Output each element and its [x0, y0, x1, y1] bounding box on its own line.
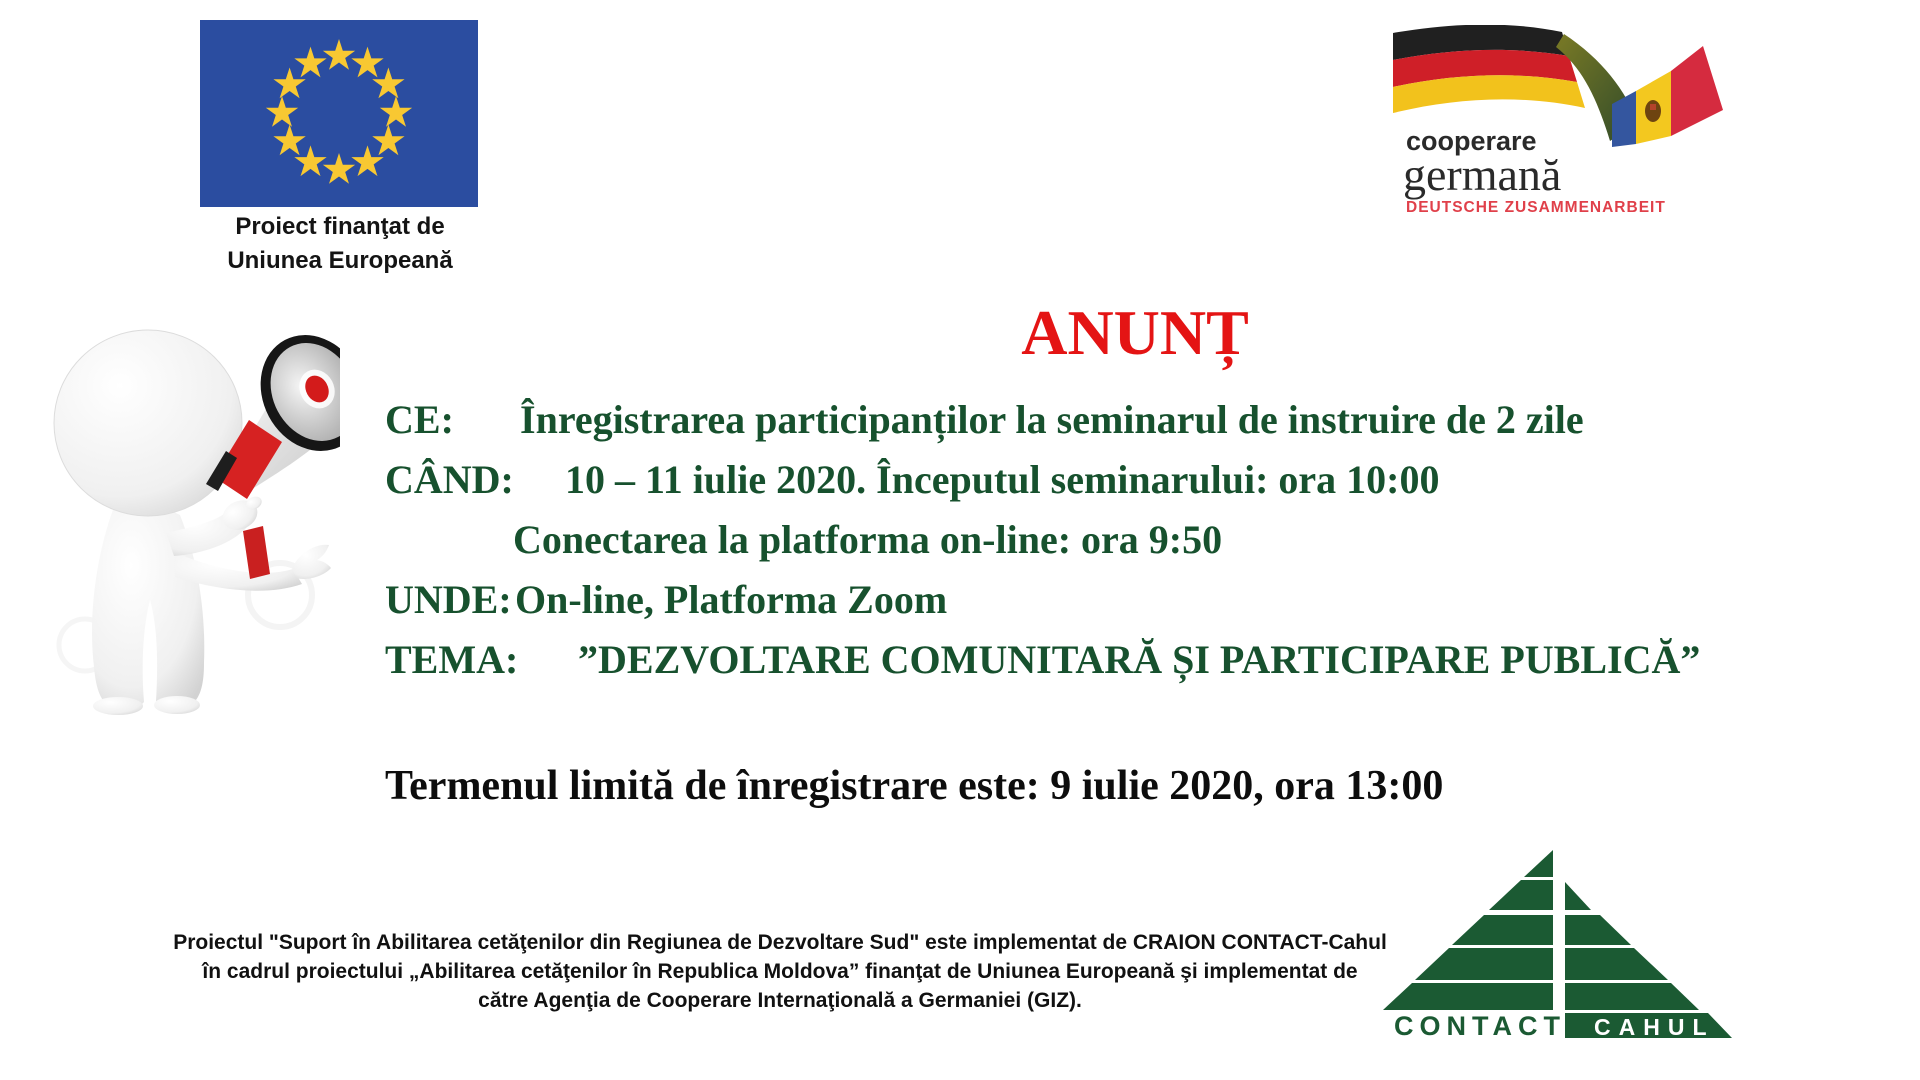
giz-subtitle: DEUTSCHE ZUSAMMENARBEIT [1406, 199, 1666, 216]
announcement-row-tema [385, 630, 1905, 690]
row-label: CÂND: [385, 457, 514, 502]
row-text: 10 – 11 iulie 2020. Începutul seminarului: ora 10:00 [565, 457, 1440, 502]
eu-caption-line2: Uniunea Europeană [227, 247, 453, 274]
project-credit-paragraph [110, 928, 1450, 1015]
announcement-row-cand [385, 450, 1905, 510]
row-label: TEMA: [385, 637, 519, 682]
row-label: CE: [385, 397, 454, 442]
row-label [385, 510, 513, 570]
giz-brand-line1: cooperare [1406, 126, 1537, 156]
eu-flag-icon [200, 20, 478, 207]
credit-line3: către Agenţia de Cooperare Internaţională a Germaniei (GIZ). [478, 989, 1082, 1012]
announcement-row-ce [385, 390, 1905, 450]
cahul-logo-text: CAHUL [1594, 1014, 1715, 1040]
row-text: Conectarea la platforma on-line: ora 9:50 [513, 517, 1223, 562]
row-text: Înregistrarea participanților la seminarul de instruire de 2 zile [520, 397, 1584, 442]
row-label: UNDE: [385, 577, 512, 622]
announcement-row-connect [385, 510, 1905, 570]
contact-logo-text: CONTACT [1394, 1011, 1566, 1041]
page-title: ANUNȚ [1021, 297, 1249, 368]
announcement-row-unde [385, 570, 1905, 630]
credit-line1: Proiectul "Suport în Abilitarea cetăţenilor din Regiunea de Dezvoltare Sud" este implementat de CRAION CONTACT-Cahul [173, 931, 1387, 954]
eu-caption-line1: Proiect finanţat de [235, 213, 445, 240]
megaphone-man-illustration [30, 265, 340, 715]
row-text: ”DEZVOLTARE COMUNITARĂ ȘI PARTICIPARE PUBLICĂ” [578, 637, 1701, 682]
announcement-block [385, 390, 1905, 690]
registration-deadline: Termenul limită de înregistrare este: 9 iulie 2020, ora 13:00 [385, 763, 1444, 809]
moldova-emblem-icon [1645, 100, 1661, 122]
giz-brand-line2: germană [1403, 149, 1562, 200]
row-text: On-line, Platforma Zoom [515, 577, 948, 622]
credit-line2: în cadrul proiectului „Abilitarea cetăţenilor în Republica Moldova” finanţat de Uniunea Europeană şi implementat de [202, 960, 1358, 983]
